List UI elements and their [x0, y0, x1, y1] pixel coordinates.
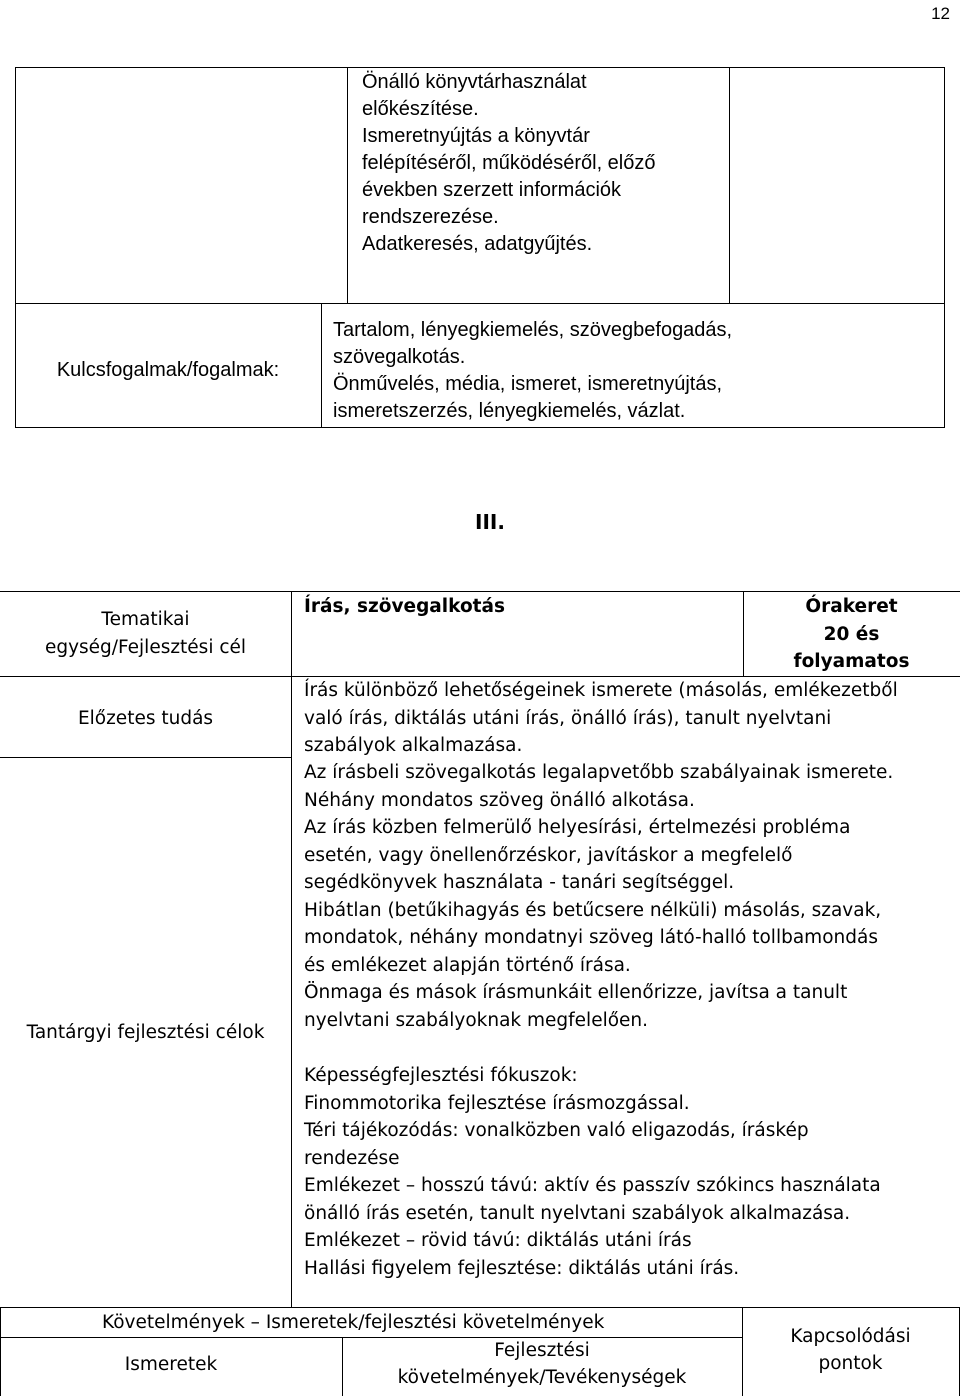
goal-line: Önmaga és mások írásmunkáit ellenőrizze, javítsa a tanult	[304, 982, 848, 1003]
focus-line: rendezése	[304, 1147, 400, 1169]
concept-line: Tartalom, lényegkiemelés, szövegbefogadás,	[333, 319, 733, 341]
hours-frame	[743, 593, 960, 676]
hours-value: 20 és	[823, 623, 880, 645]
dev-req-line: követelmények/Tevékenységek	[397, 1367, 687, 1388]
key-concepts-text	[333, 317, 732, 425]
library-usage-text	[362, 69, 656, 258]
goal-line: Az írás közben felmerülő helyesírási, értelmezési probléma	[304, 817, 851, 838]
goal-line: és emlékezet alapján történő írása.	[304, 954, 631, 976]
dev-req-line: Fejlesztési	[494, 1340, 590, 1361]
page-number: 12	[931, 4, 950, 23]
focus-line: Emlékezet – hosszú távú: aktív és passzív szókincs használata	[304, 1175, 881, 1196]
thematic-label-line: Tematikai	[101, 609, 190, 630]
prior-line: való írás, diktálás utáni írás, önálló írás), tanult nyelvtani	[304, 707, 832, 729]
prior-line: Írás különböző lehetőségeinek ismerete (másolás, emlékezetből	[304, 680, 898, 701]
concept-line: Önművelés, média, ismeret, ismeretnyújtás,	[333, 373, 723, 395]
library-line: Önálló könyvtárhasználat	[362, 71, 587, 93]
connection-line: Kapcsolódási	[790, 1326, 911, 1347]
prior-knowledge-text	[304, 677, 898, 760]
key-concepts-label: Kulcsfogalmak/fogalmak:	[56, 359, 280, 381]
requirements-header: Követelmények – Ismeretek/fejlesztési követelmények	[102, 1312, 605, 1333]
library-line: években szerzett információk	[362, 179, 622, 201]
focus-line: Téri tájékozódás: vonalközben való eligazodás, íráskép	[304, 1120, 809, 1141]
goal-line: Az írásbeli szövegalkotás legalapvetőbb szabályainak ismerete.	[304, 762, 894, 783]
hours-label: Órakeret	[805, 596, 898, 617]
development-goals-text	[304, 759, 893, 1034]
goal-line: mondatok, néhány mondatnyi szöveg látó-halló tollbamondás	[304, 927, 878, 948]
concept-line: ismeretszerzés, lényegkiemelés, vázlat.	[333, 400, 686, 422]
hours-continuous: folyamatos	[793, 651, 910, 672]
connection-line: pontok	[818, 1353, 883, 1374]
focus-line: önálló írás esetén, tanult nyelvtani szabályok alkalmazása.	[304, 1202, 851, 1224]
section-heading: III.	[475, 510, 505, 534]
goal-line: nyelvtani szabályoknak megfelelően.	[304, 1009, 649, 1031]
unit-title: Írás, szövegalkotás	[304, 596, 505, 617]
development-goals-label: Tantárgyi fejlesztési célok	[26, 1022, 265, 1043]
prior-line: szabályok alkalmazása.	[304, 735, 523, 756]
library-line: előkészítése.	[362, 98, 479, 120]
library-line: felépítéséről, működéséről, előző	[362, 152, 656, 174]
library-line: Adatkeresés, adatgyűjtés.	[362, 233, 593, 255]
focus-line: Emlékezet – rövid távú: diktálás utáni írás	[304, 1230, 692, 1251]
concept-line: szövegalkotás.	[333, 346, 466, 368]
development-requirements-header	[342, 1337, 742, 1391]
focus-line: Hallási figyelem fejlesztése: diktálás utáni írás.	[304, 1257, 740, 1279]
goal-line: Néhány mondatos szöveg önálló alkotása.	[304, 789, 695, 811]
library-line: Ismeretnyújtás a könyvtár	[362, 125, 590, 147]
library-line: rendszerezése.	[362, 206, 499, 228]
connection-points-header	[742, 1323, 959, 1377]
ability-focus-text	[304, 1062, 881, 1282]
knowledge-column-header: Ismeretek	[124, 1354, 218, 1375]
prior-knowledge-label: Előzetes tudás	[77, 708, 214, 729]
goal-line: Hibátlan (betűkihagyás és betűcsere nélküli) másolás, szavak,	[304, 899, 882, 921]
thematic-label-line: egység/Fejlesztési cél	[44, 636, 247, 658]
goal-line: esetén, vagy önellenőrzéskor, javításkor a megfelelő	[304, 844, 793, 866]
thematic-unit-label	[0, 606, 291, 661]
goal-line: segédkönyvek használata - tanári segítséggel.	[304, 872, 735, 893]
focus-line: Finommotorika fejlesztése írásmozgással.	[304, 1092, 690, 1114]
focus-line: Képességfejlesztési fókuszok:	[304, 1065, 578, 1086]
